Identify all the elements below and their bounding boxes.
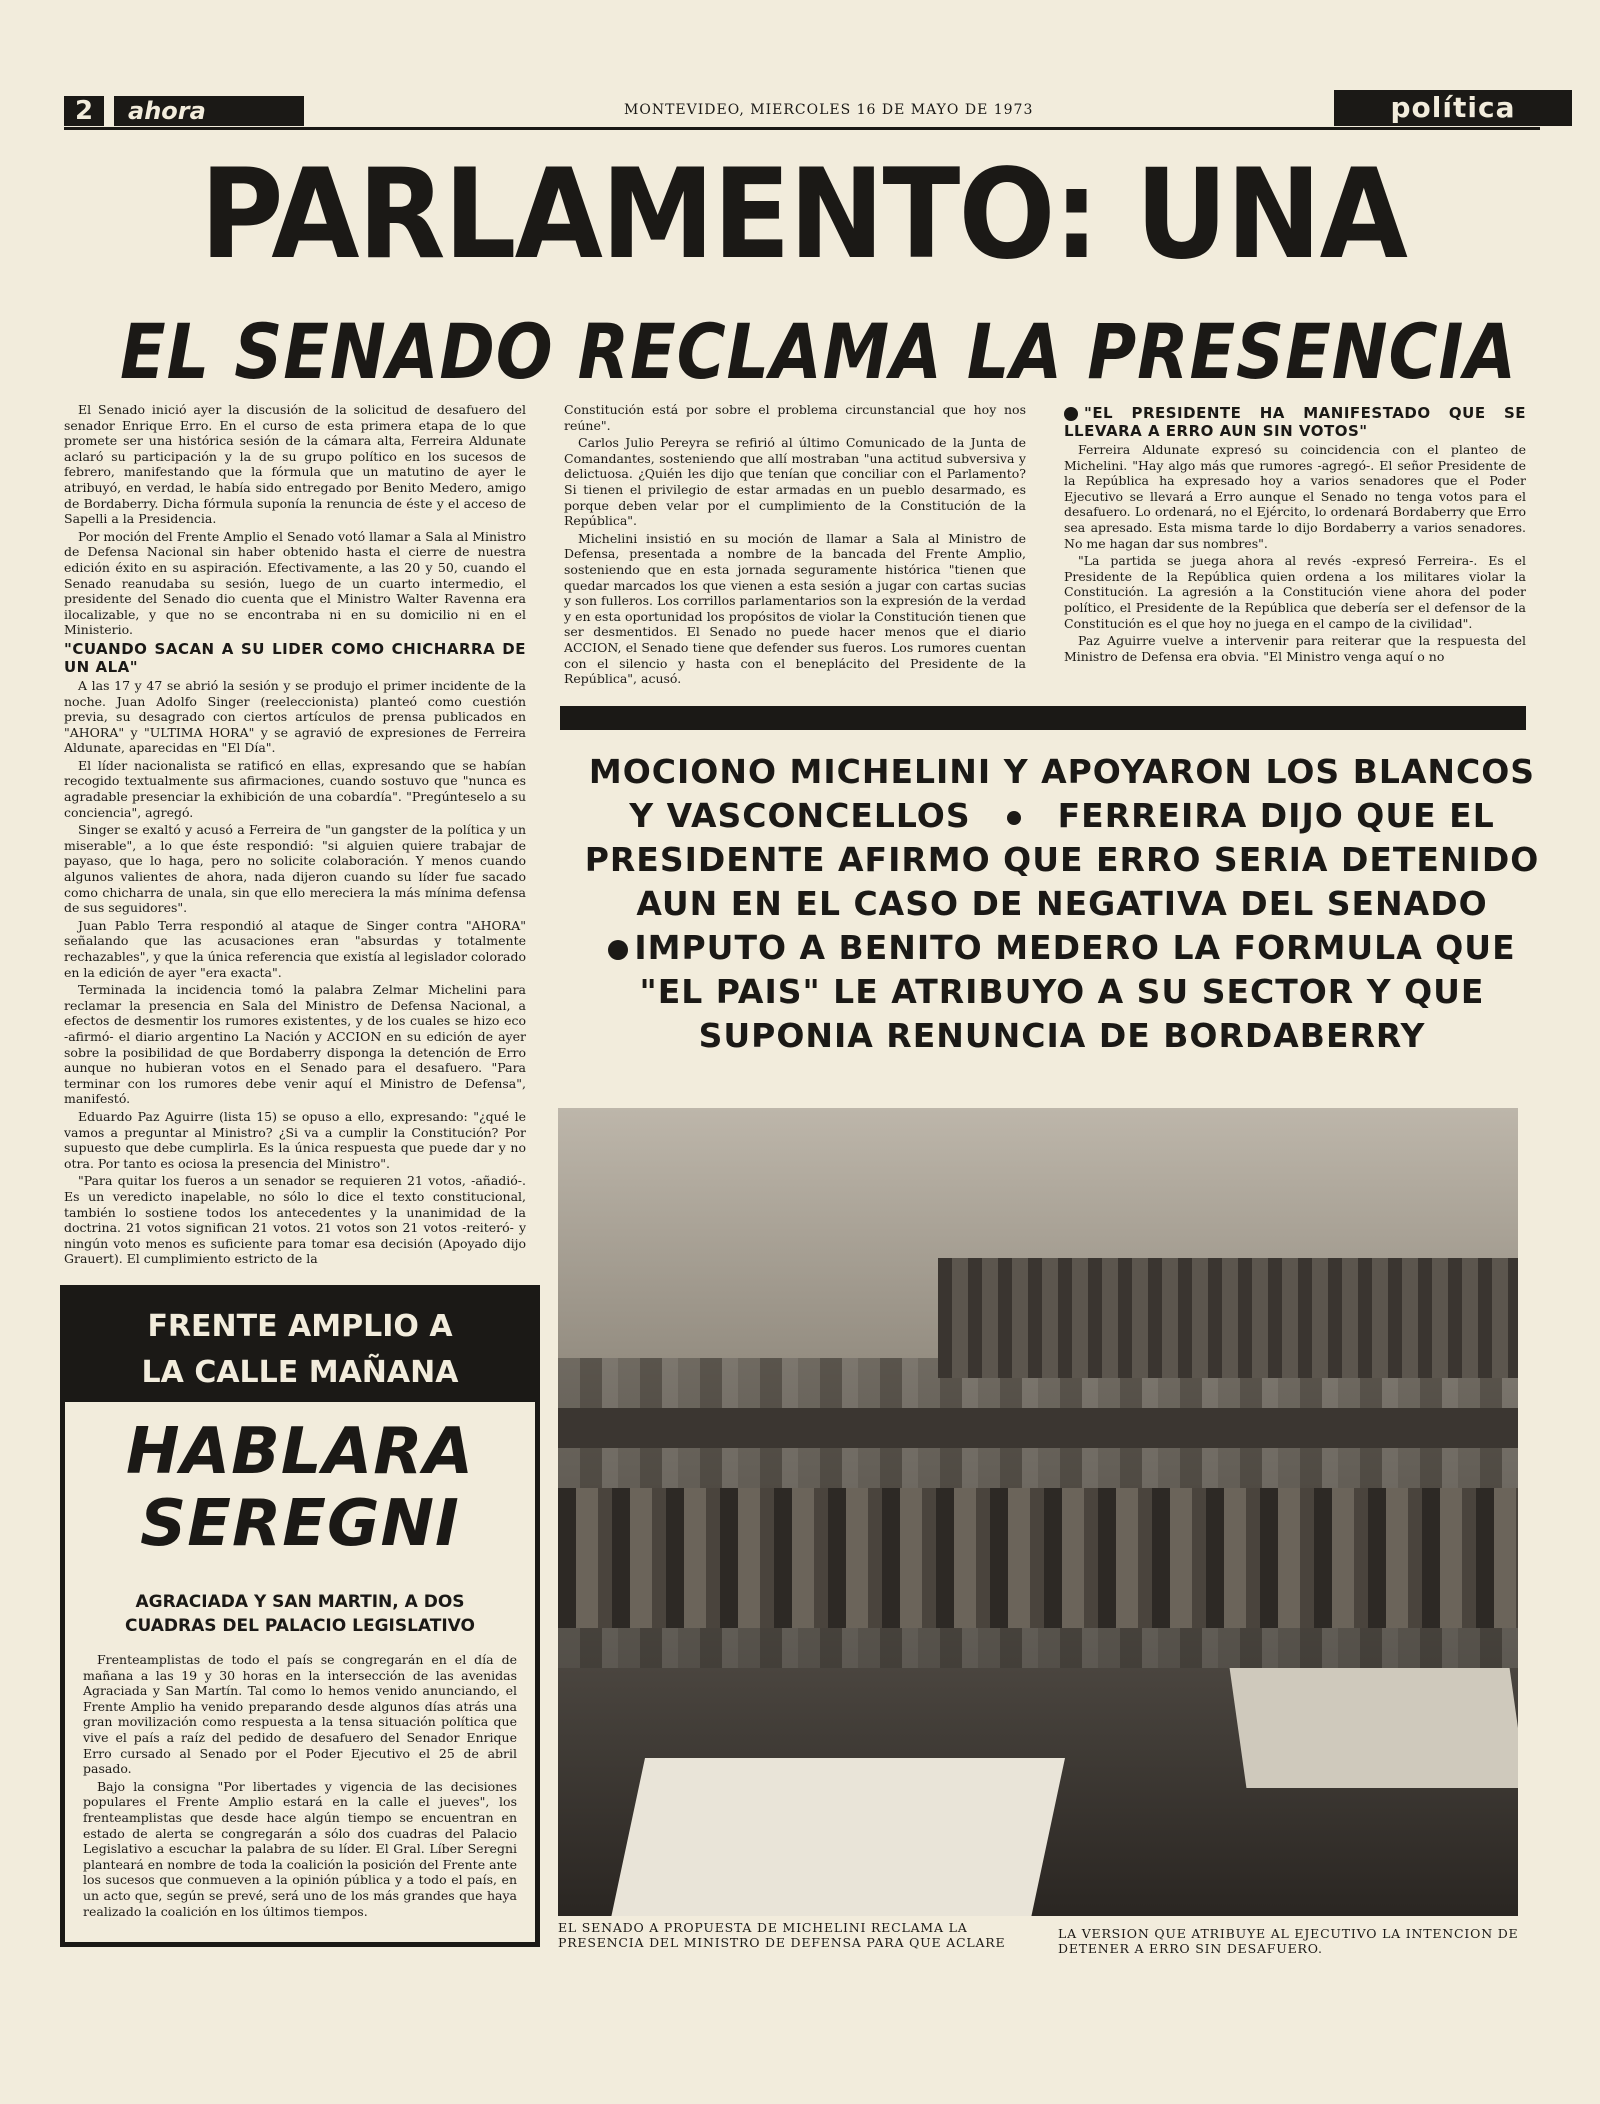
paragraph: "Para quitar los fueros a un senador se requieren 21 votos, -añadió-. Es un veredicto inapelable, no sólo lo dice el texto constitucional, también lo sostiene todos los antecedentes y la unanimidad de la doctrina. 21 votos significan 21 votos. 21 votos son 21 votos -reiteró- y ningún voto menos es suficiente para tomar esa decisión (Apoyado dijo Grauert). El cumplimiento estricto de la bbox=[64, 1173, 526, 1267]
paragraph: A las 17 y 47 se abrió la sesión y se produjo el primer incidente de la noche. Juan Adolfo Singer (reeleccionista) planteó como cuestión previa, su desagrado con ciertos artículos de prensa publicados en "AHORA" y "ULTIMA HORA" y se agravió de expresiones de Ferreira Aldunate, aparecidas en "El Día". bbox=[64, 677, 526, 756]
box-headline bbox=[65, 1416, 535, 1560]
paragraph: Eduardo Paz Aguirre (lista 15) se opuso a ello, expresando: "¿qué le vamos a preguntar al Ministro? ¿Si va a cumplir la Constitución? Por supuesto que debe cumplirla. Es la única respuesta que puede dar y no otra. Por tanto es ociosa la presencia del Ministro". bbox=[64, 1108, 526, 1171]
box-header-line: LA CALLE MAÑANA bbox=[141, 1355, 459, 1390]
kicker-line bbox=[562, 794, 1562, 838]
paragraph: Terminada la incidencia tomó la palabra Zelmar Michelini para reclamar la presencia en Sala del Ministro de Defensa Nacional, a efectos de desmentir los rumores existentes, y de los cuales se hizo eco -afirmó- el diario argentino La Nación y ACCION en su edición de ayer sobre la posibilidad de que Bordaberry disponga la detención de Erro aunque no hubieran votos en el Senado para el desafuero. "Para terminar con los rumores debe venir aquí el Ministro de Defensa", manifestó. bbox=[64, 982, 526, 1107]
senate-photo bbox=[558, 1108, 1518, 1916]
newspaper-brand: ahora bbox=[114, 96, 304, 126]
paragraph: Juan Pablo Terra respondió al ataque de Singer contra "AHORA" señalando que las acusaciones eran "absurdas y totalmente rechazables", y que la única referencia que existía al legislador colorado en la edición de ayer "era exacta". bbox=[64, 917, 526, 980]
dateline: MONTEVIDEO, MIERCOLES 16 DE MAYO DE 1973 bbox=[624, 102, 1034, 118]
photo-desk bbox=[1230, 1668, 1518, 1788]
frente-amplio-box bbox=[60, 1285, 540, 1947]
article-column-3 bbox=[1064, 402, 1526, 666]
kicker-line: "EL PAIS" LE ATRIBUYO A SU SECTOR Y QUE bbox=[639, 972, 1485, 1011]
box-subheading-line: AGRACIADA Y SAN MARTIN, A DOS bbox=[135, 1592, 465, 1612]
kicker-line-part: IMPUTO A BENITO MEDERO LA FORMULA QUE bbox=[634, 928, 1516, 967]
box-headline-line: HABLARA bbox=[126, 1415, 474, 1489]
kicker-line bbox=[562, 926, 1562, 970]
article-column-2 bbox=[564, 402, 1026, 689]
section-label: política bbox=[1334, 90, 1572, 126]
paragraph: El líder nacionalista se ratificó en ellas, expresando que se habían recogido textualmente sus afirmaciones, cuando sostuvo que "nunca es agradable presenciar la exhibición de una cobardía". "Pregúnteselo a su conciencia", agregó. bbox=[64, 757, 526, 820]
masthead bbox=[64, 91, 1540, 130]
kicker-block bbox=[562, 750, 1562, 1058]
photo-balcony-rail bbox=[558, 1408, 1518, 1448]
box-subheading-line: CUADRAS DEL PALACIO LEGISLATIVO bbox=[125, 1616, 475, 1636]
box-header bbox=[65, 1290, 535, 1402]
masthead-rule bbox=[64, 127, 1540, 130]
kicker-line: AUN EN EL CASO DE NEGATIVA DEL SENADO bbox=[636, 884, 1488, 923]
photo-gallery-crowd bbox=[938, 1258, 1518, 1378]
paragraph: Constitución está por sobre el problema circunstancial que hoy nos reúne". bbox=[564, 402, 1026, 433]
photo-senators-row bbox=[558, 1488, 1518, 1628]
kicker-line: MOCIONO MICHELINI Y APOYARON LOS BLANCOS bbox=[588, 752, 1536, 791]
paragraph: Ferreira Aldunate expresó su coincidencia con el planteo de Michelini. "Hay algo más que rumores -agregó-. El señor Presidente de la República ha expresado hoy a varios senadores que el Poder Ejecutivo se llevará a Erro aunque el Senado no tenga votos para el desafuero. Lo ordenará, no el Ejército, lo ordenará Bordaberry que Erro sea apresado. Esta misma tarde lo dijo Bordaberry a varios senadores. No me hagan dar sus nombres". bbox=[1064, 442, 1526, 551]
box-subheading bbox=[65, 1590, 535, 1638]
paragraph: El Senado inició ayer la discusión de la solicitud de desafuero del senador Enrique Erro. En el curso de esta primera etapa de lo que promete ser una histórica sesión de la cámara alta, Ferreira Aldunate aclaró su participación y la de su grupo político en los sucesos de febrero, manifestando que la fórmula que un matutino de ayer le atribuyó, en verdad, le había sido entregado por Benito Medero, amigo de Bordaberry. Dicha fórmula suponía la renuncia de éste y el acceso de Sapelli a la Presidencia. bbox=[64, 402, 526, 527]
kicker-line: SUPONIA RENUNCIA DE BORDABERRY bbox=[698, 1016, 1426, 1055]
bullet-icon bbox=[1064, 407, 1078, 421]
box-body bbox=[83, 1652, 517, 1921]
paragraph: Paz Aguirre vuelve a intervenir para reiterar que la respuesta del Ministro de Defensa era obvia. "El Ministro venga aquí o no bbox=[1064, 633, 1526, 664]
box-header-line: FRENTE AMPLIO A bbox=[147, 1309, 453, 1344]
paragraph: "La partida se juega ahora al revés -expresó Ferreira-. Es el Presidente de la República quien ordena a los militares violar la Constitución. La agresión a la Constitución viene ahora del poder político, el Presidente de la República que debería ser el defensor de la Constitución es el que hoy no juega en el campo de la civilidad". bbox=[1064, 553, 1526, 631]
kicker-line-part: FERREIRA DIJO QUE EL bbox=[1057, 796, 1495, 835]
photo-caption-right: LA VERSION QUE ATRIBUYE AL EJECUTIVO LA INTENCION DE DETENER A ERRO SIN DESAFUERO. bbox=[1058, 1926, 1519, 1956]
page-number: 2 bbox=[64, 96, 104, 126]
article-column-1 bbox=[64, 402, 526, 1269]
main-headline: PARLAMENTO: UNA bbox=[200, 143, 1407, 287]
kicker-rule bbox=[560, 706, 1526, 730]
subheading-text: "EL PRESIDENTE HA MANIFESTADO QUE SE LLEVARA A ERRO AUN SIN VOTOS" bbox=[1064, 404, 1526, 440]
paragraph: Michelini insistió en su moción de llamar a Sala al Ministro de Defensa, presentada a nombre de la bancada del Frente Amplio, sosteniendo que en esta jornada seguramente histórica "tienen que quedar marcados los que vienen a esta sesión a jugar con cartas sucias y son fulleros. Los corrillos parlamentarios son la expresión de la verdad y en esta oportunidad los propósitos de violar la Constitución tienen que ser desmentidos. El Senado no puede hacer menos que el diario ACCION, el Senado tiene que defender sus fueros. Los rumores cuentan con el silencio y hasta con el beneplácito del Presidente de la República", acusó. bbox=[564, 530, 1026, 687]
paragraph: Carlos Julio Pereyra se refirió al último Comunicado de la Junta de Comandantes, sosteniendo que allí mostraban "una actitud subversiva y delictuosa. ¿Quién les dijo que tenían que conciliar con el Parlamento? Si tienen el privilegio de estar armadas en un pueblo desarmado, es porque deben velar por el cumplimiento de la Constitución de la República". bbox=[564, 435, 1026, 529]
paragraph: Frenteamplistas de todo el país se congregarán en el día de mañana a las 19 y 30 horas en la intersección de las avenidas Agraciada y San Martín. Tal como lo hemos venido anunciando, el Frente Amplio ha venido preparando desde algunos días atrás una gran movilización como respuesta a la tensa situación política que vive el país a raíz del pedido de desafuero del Senador Enrique Erro cursado al Senado por el Poder Ejecutivo el 25 de abril pasado. bbox=[83, 1652, 517, 1777]
box-headline-line: SEREGNI bbox=[140, 1487, 460, 1561]
bullet-icon bbox=[608, 940, 628, 960]
bullet-icon bbox=[1007, 811, 1021, 825]
paragraph: Singer se exaltó y acusó a Ferreira de "un gangster de la política y un miserable", a lo que éste respondió: "si alguien quiere trabajar de payaso, que lo haga, pero no solicite colaboración. Y menos cuando algunos valientes de ahora, nada dijeron cuando su líder fue sacado como chicharra de unala, sin que ello mereciera la más mínima defensa de sus seguidores". bbox=[64, 822, 526, 916]
photo-desk bbox=[611, 1758, 1065, 1916]
subheading bbox=[1064, 404, 1526, 440]
subheading: "CUANDO SACAN A SU LIDER COMO CHICHARRA DE UN ALA" bbox=[64, 639, 526, 676]
kicker-line: PRESIDENTE AFIRMO QUE ERRO SERIA DETENIDO bbox=[584, 840, 1540, 879]
photo-caption-left: EL SENADO A PROPUESTA DE MICHELINI RECLAMA LA PRESENCIA DEL MINISTRO DE DEFENSA PARA QUE ACLARE bbox=[558, 1920, 1006, 1950]
paragraph: Bajo la consigna "Por libertades y vigencia de las decisiones populares el Frente Amplio estará en la calle el jueves", los frenteamplistas que desde hace algún tiempo se encuentran en estado de alerta se congregarán a sólo dos cuadras del Palacio Legislativo a escuchar la palabra de su líder. El Gral. Líber Seregni planteará en nombre de toda la coalición la posición del Frente ante los sucesos que conmueven a la opinión pública y a todo el país, en un acto que, según se prevé, será uno de los más grandes que haya realizado la coalición en los últimos tiempos. bbox=[83, 1778, 517, 1919]
paragraph: Por moción del Frente Amplio el Senado votó llamar a Sala al Ministro de Defensa Nacional sin haber obtenido hasta el cierre de nuestra edición éxito en su aspiración. Efectivamente, a las 20 y 50, cuando el Senado reanudaba su sesión, luego de un cuarto intermedio, el presidente del Senado dio cuenta que el Ministro Walter Ravenna era ilocalizable, y que no se encontraba ni en su domicilio ni en el Ministerio. bbox=[64, 528, 526, 638]
kicker-line-part: Y VASCONCELLOS bbox=[629, 796, 971, 835]
secondary-headline: EL SENADO RECLAMA LA PRESENCIA bbox=[120, 307, 1517, 396]
